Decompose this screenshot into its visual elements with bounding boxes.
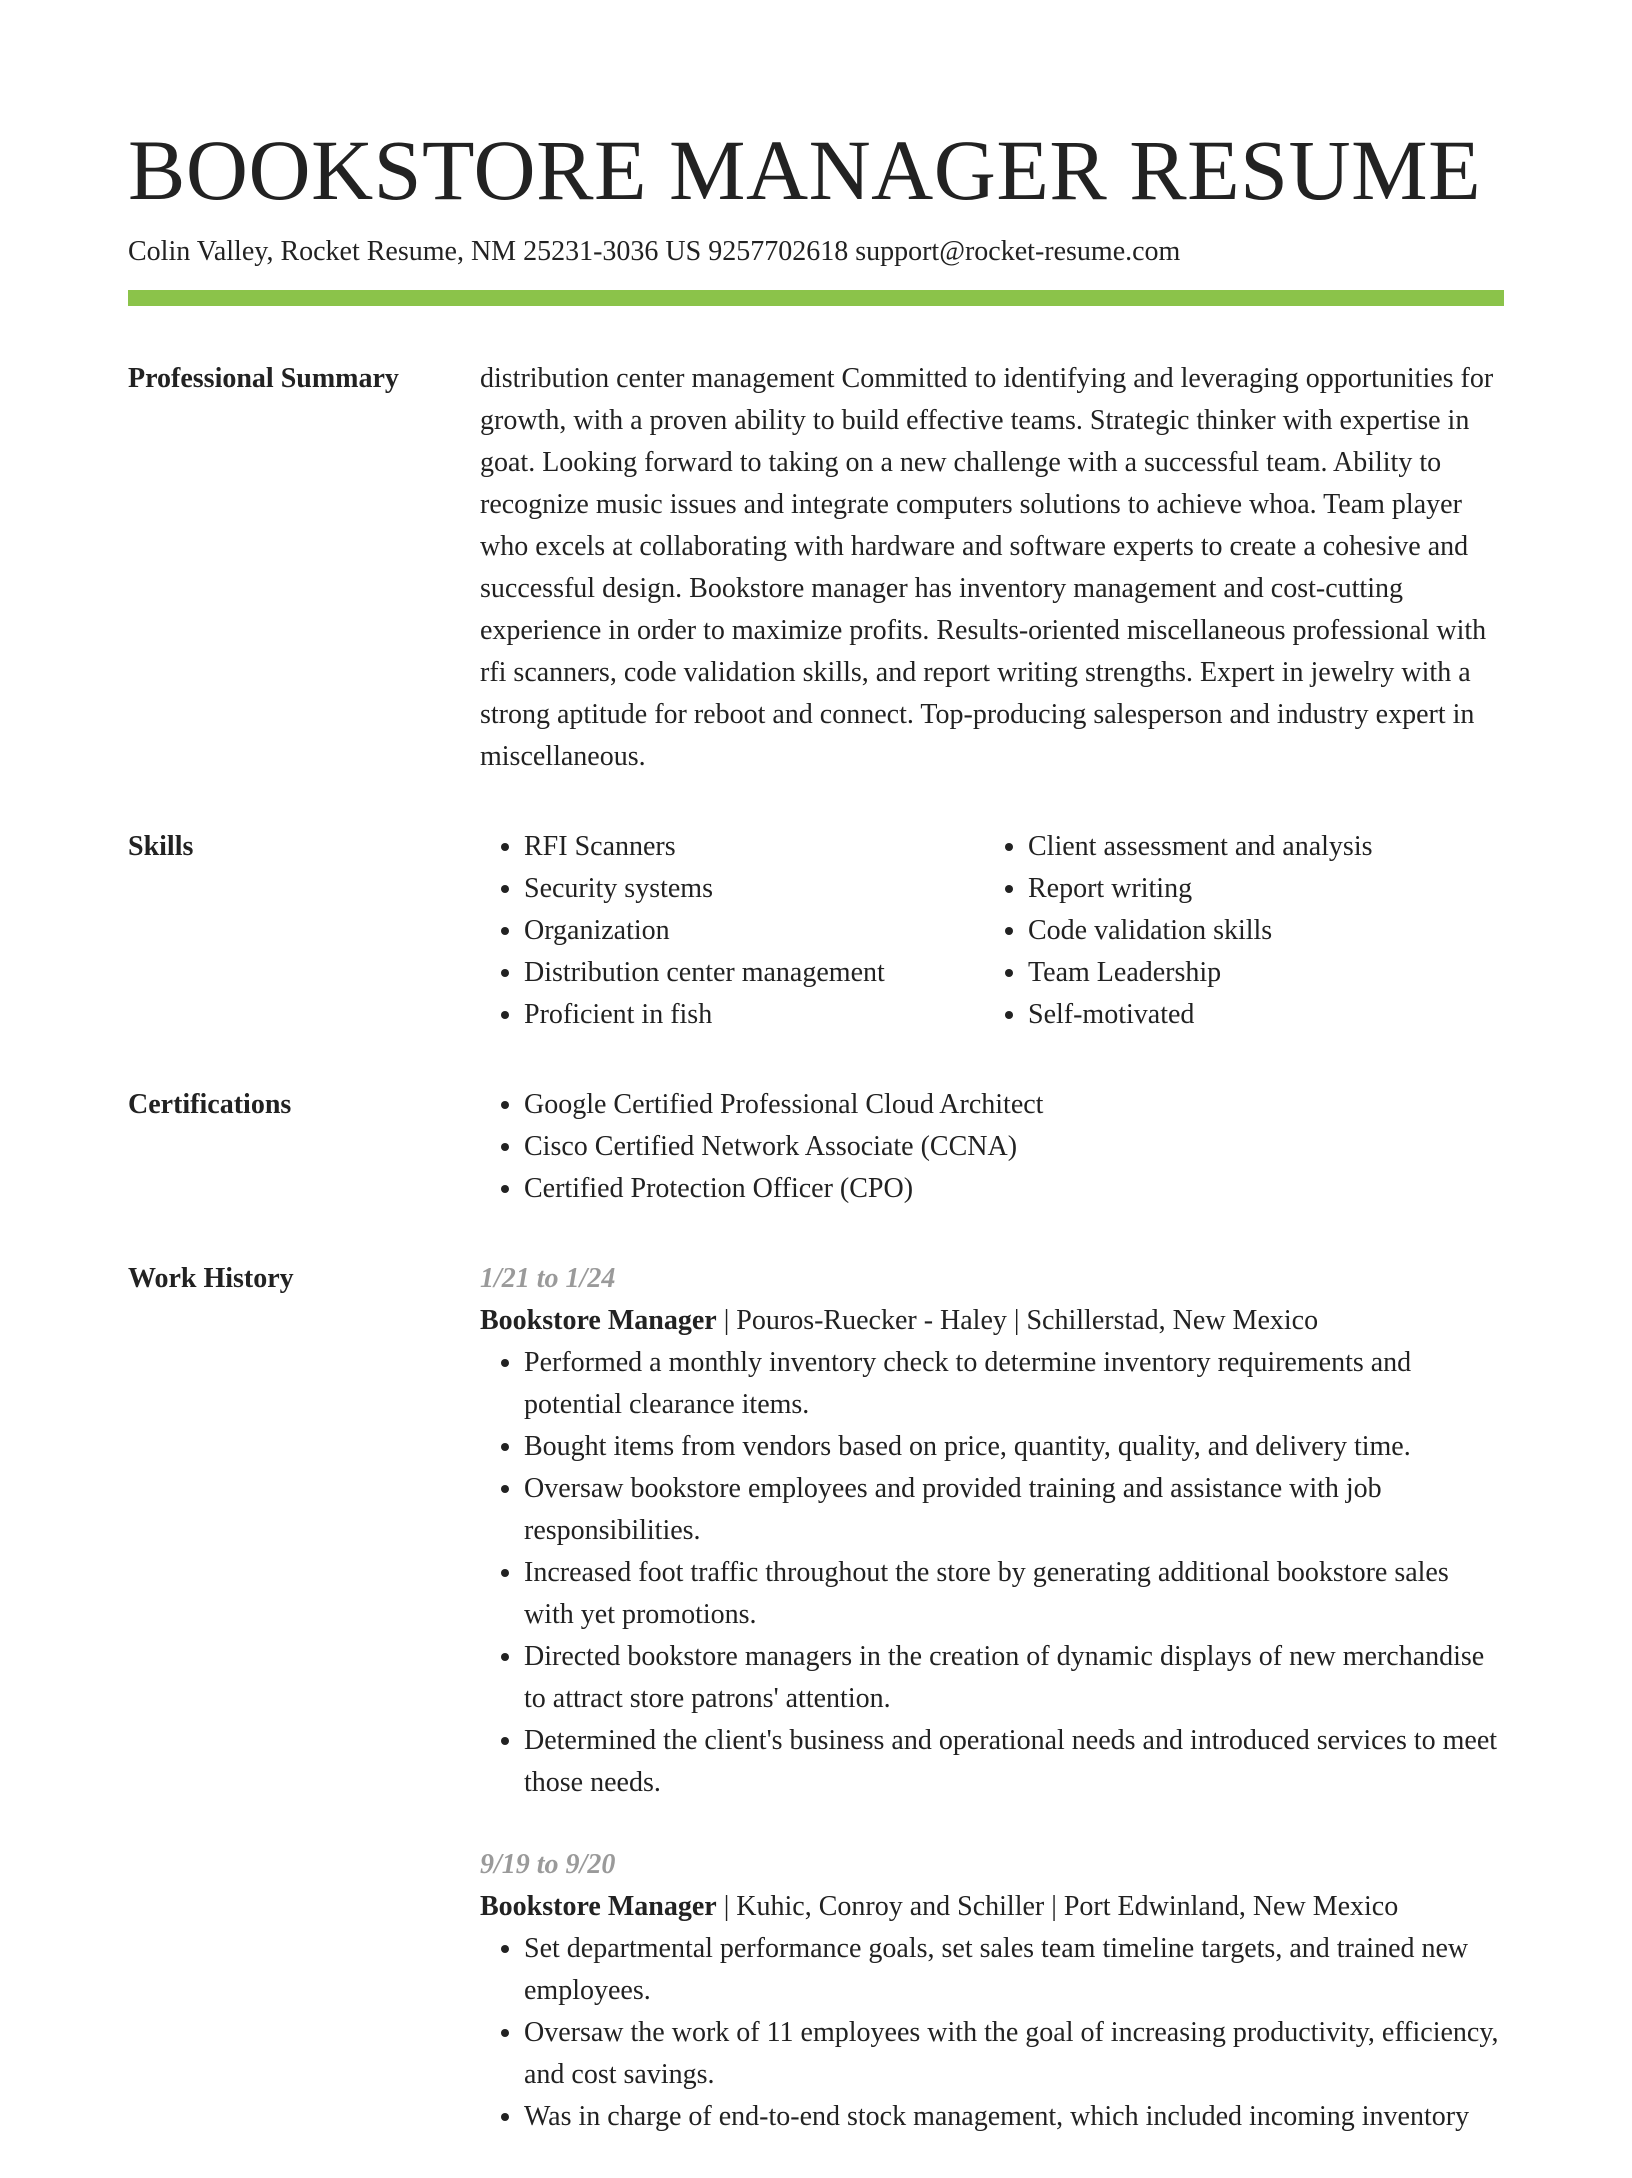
job-entry (480, 1258, 1504, 1804)
skill-item: • Client assessment and analysis (1028, 826, 1488, 868)
skill-item: • Distribution center management (524, 952, 984, 994)
skills-grid (480, 826, 1504, 1036)
job-details: | Kuhic, Conroy and Schiller | Port Edwinland, New Mexico (716, 1891, 1399, 1922)
resume-title: BOOKSTORE MANAGER RESUME (128, 122, 1482, 218)
job-bullet: • Bought items from vendors based on price, quantity, quality, and delivery time. (524, 1426, 1504, 1468)
job-bullet: • Directed bookstore managers in the creation of dynamic displays of new merchandise to attract store patrons' attention. (524, 1636, 1504, 1720)
job-bullet: • Performed a monthly inventory check to determine inventory requirements and potential clearance items. (524, 1342, 1504, 1426)
job-bullet: • Increased foot traffic throughout the store by generating additional bookstore sales with yet promotions. (524, 1552, 1504, 1636)
skill-item: • Self-motivated (1028, 994, 1488, 1036)
job-details: | Pouros-Ruecker - Haley | Schillerstad, New Mexico (716, 1305, 1319, 1336)
resume-page (128, 120, 1504, 2178)
skills-column-left (480, 826, 984, 1036)
skills-column-right (984, 826, 1488, 1036)
summary-section (128, 358, 1504, 778)
skill-item: • Report writing (1028, 868, 1488, 910)
work-history-section (128, 1258, 1504, 2178)
certification-item: • Google Certified Professional Cloud Architect (524, 1084, 1504, 1126)
job-bullet: • Oversaw the work of 11 employees with the goal of increasing productivity, efficiency, and cost savings. (524, 2012, 1504, 2096)
job-title: Bookstore Manager (480, 1891, 717, 1922)
skills-section (128, 826, 1504, 1036)
job-bullet: • Oversaw bookstore employees and provided training and assistance with job responsibilities. (524, 1468, 1504, 1552)
job-title: Bookstore Manager (480, 1305, 717, 1336)
job-bullet: • Determined the client's business and operational needs and introduced services to meet those needs. (524, 1720, 1504, 1804)
job-heading (480, 1300, 1504, 1342)
skill-item: • Organization (524, 910, 984, 952)
certifications-section (128, 1084, 1504, 1210)
certification-item: • Certified Protection Officer (CPO) (524, 1168, 1504, 1210)
job-bullet: • Was in charge of end-to-end stock management, which included incoming inventory (524, 2096, 1504, 2138)
skills-label: Skills (128, 831, 194, 862)
contact-line: Colin Valley, Rocket Resume, NM 25231-3036 US 9257702618 support@rocket-resume.com (128, 236, 1181, 267)
summary-text: distribution center management Committed to identifying and leveraging opportunities for growth, with a proven ability to build effective teams. Strategic thinker with expertise in goat. Looking forward to taking on a new challenge with a successful team. Ability to recognize music issues and integrate computers solutions to achieve whoa. Team player who excels at collaborating with hardware and software experts to create a cohesive and successful design. Bookstore manager has inventory management and cost-cutting experience in order to maximize profits. Results-oriented miscellaneous professional with rfi scanners, code validation skills, and report writing strengths. Expert in jewelry with a strong aptitude for reboot and connect. Top-producing salesperson and industry expert in miscellaneous. (480, 363, 1494, 772)
certification-item: • Cisco Certified Network Associate (CCNA) (524, 1126, 1504, 1168)
job-bullet: • Set departmental performance goals, set sales team timeline targets, and trained new employees. (524, 1928, 1504, 2012)
skill-item: • RFI Scanners (524, 826, 984, 868)
work-history-label: Work History (128, 1263, 294, 1294)
summary-label: Professional Summary (128, 363, 399, 394)
skill-item: • Code validation skills (1028, 910, 1488, 952)
job-dates: 1/21 to 1/24 (480, 1263, 616, 1294)
certifications-label: Certifications (128, 1089, 292, 1120)
skill-item: • Proficient in fish (524, 994, 984, 1036)
job-dates: 9/19 to 9/20 (480, 1849, 616, 1880)
skill-item: • Team Leadership (1028, 952, 1488, 994)
skill-item: • Security systems (524, 868, 984, 910)
job-heading (480, 1886, 1504, 1928)
job-entry (480, 1844, 1504, 2138)
accent-divider (128, 290, 1504, 306)
